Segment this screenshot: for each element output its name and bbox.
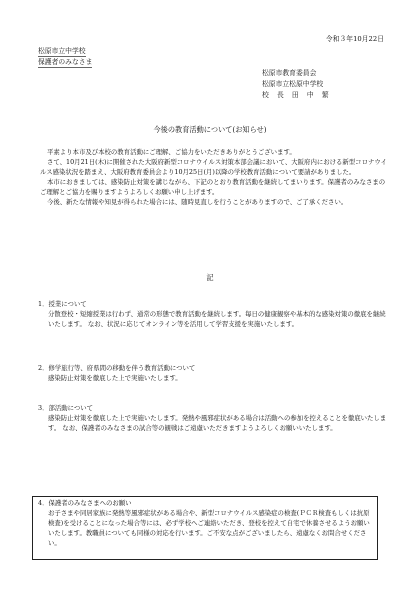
section-classes — [38, 300, 390, 330]
sender-board: 松原市教育委員会 — [262, 69, 317, 77]
intro-body — [40, 148, 390, 208]
recipient-schools: 松原市立中学校 — [38, 46, 86, 57]
guardian-notice-box — [32, 496, 378, 560]
section-heading: 1．授業について — [38, 300, 87, 308]
section-school-trips — [38, 364, 390, 384]
document-title: 今後の教育活動について(お知らせ) — [153, 125, 267, 134]
intro-paragraph: 平素より本市及び本校の教育活動にご理解、ご協力をいただきありがとうございます。 — [47, 148, 296, 156]
intro-paragraph: 今後、新たな情報や知見が得られた場合には、随時見直しを行うことがありますので、ご了承ください。 — [47, 197, 348, 206]
section-text: 感染防止対策を徹底した上で実施いたします。発熱や風邪症状がある場合は活動への参加を控えることを徹底いたします。 なお、保護者のみなさまの試合等の観戦はご遠慮いただきますようよろしくお願いいたします。 — [48, 413, 387, 432]
section-heading: 2．修学旅行等、府県間の移動を伴う教育活動について — [38, 364, 196, 372]
section-heading: 3．部活動について — [38, 404, 94, 412]
notice-text: お子さまや同居家族に発熱等風邪症状がある場合や、新型コロナウイルス感染症の検査(ＰＣＲ検査もしくは抗原検査)を受けることになった場合等には、必ず学校へご連絡いただき、登校を控えて自宅で休養させるようお願いいたします。教職員についても同様の対応を行います。ご不安な点がございましたら、遠慮なくお問合せください。 — [48, 508, 370, 547]
section-club-activities — [38, 404, 390, 434]
section-text: 分散登校・短縮授業は行わず、通常の形態で教育活動を継続します。毎日の健康観察や基本的な感染対策の徹底を継続いたします。 なお、状況に応じてオンライン等を活用して学習支援を実施いたします。 — [48, 309, 386, 328]
document-date: 令和３年10月22日 — [325, 35, 384, 43]
ki-label: 記 — [206, 273, 214, 282]
intro-paragraph: さて、10月21日(木)に開催された大阪府新型コロナウイルス対策本部会議において、大阪府内における新型コロナウイルス感染状況を踏まえ、大阪府教育委員会より10月25日(月)以降の学校教育活動について要請がありました。 — [40, 157, 387, 176]
recipients-block — [38, 46, 92, 68]
recipient-guardians: 保護者のみなさま — [38, 57, 92, 68]
intro-paragraph: 本市におきましては、感染防止対策を講じながら、下記のとおり教育活動を継続してまいります。保護者のみなさまのご理解とご協力を賜りますようよろしくお願い申し上げます。 — [40, 177, 386, 196]
sender-principal: 校 長 田 中 繁 — [262, 91, 332, 100]
notice-heading: 4．保護者のみなさまへのお願い — [38, 499, 132, 507]
section-text: 感染防止対策を徹底した上で実施いたします。 — [48, 373, 182, 382]
sender-block — [262, 68, 332, 102]
sender-school: 松原市立松原中学校 — [262, 80, 324, 89]
